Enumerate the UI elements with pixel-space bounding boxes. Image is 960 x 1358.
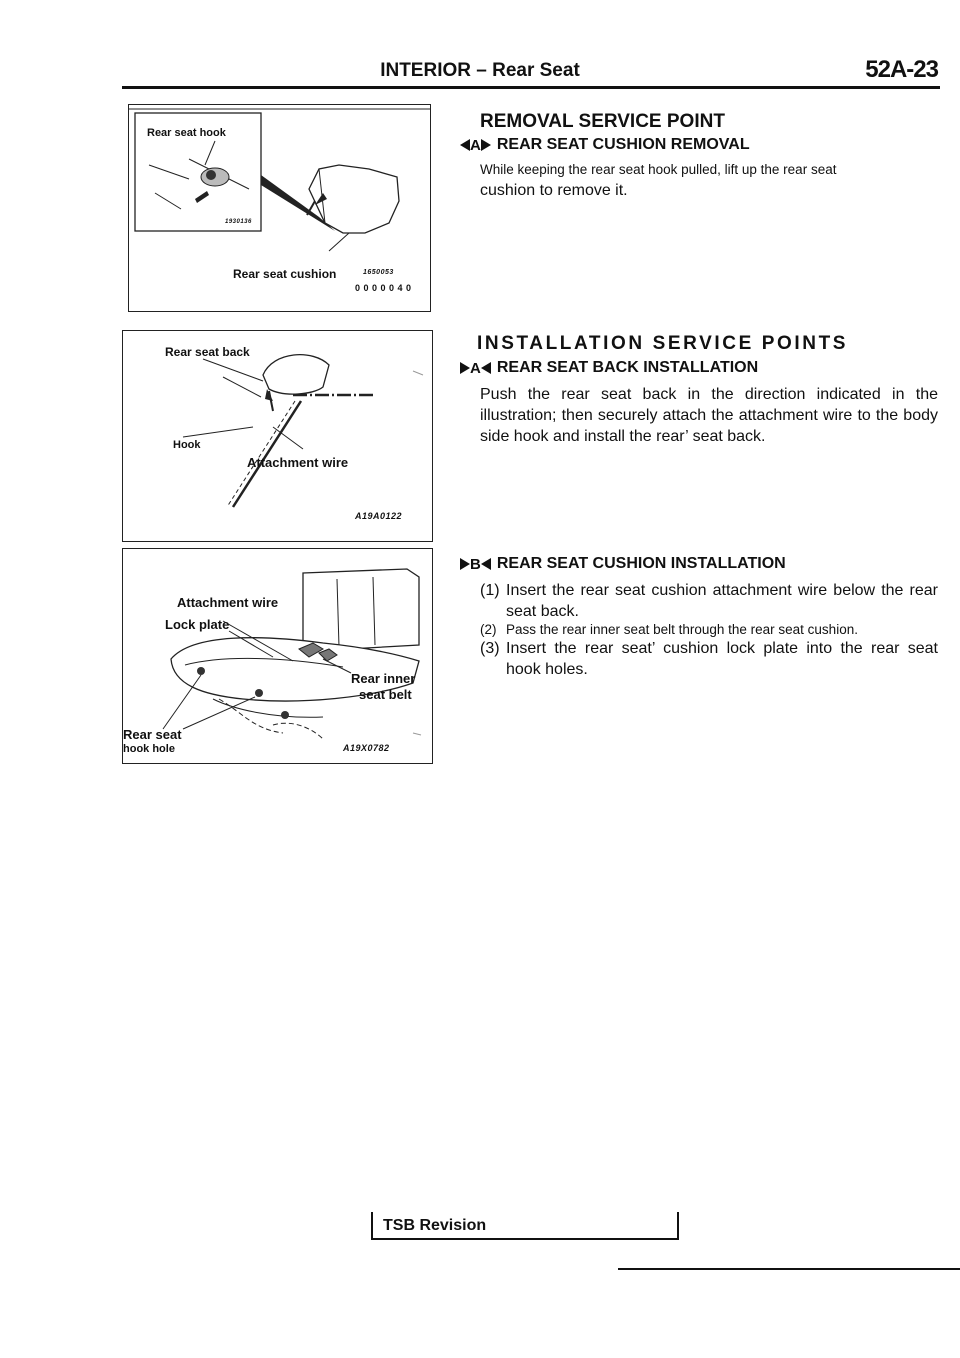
label-hook-hole: hook hole (123, 743, 175, 755)
removal-text-line-1: While keeping the rear seat hook pulled, lift up the rear seat (480, 162, 837, 177)
label-rear-seat-back: Rear seat back (165, 345, 250, 359)
removal-step-tag (460, 137, 491, 154)
installation-step-b-letter: B (470, 555, 481, 573)
item-1-text: Insert the rear seat cushion attachment wire below the rear seat back. (506, 582, 938, 620)
installation-item-3 (480, 638, 938, 680)
installation-step-b-tag (460, 556, 491, 573)
removal-heading: REMOVAL SERVICE POINT (480, 111, 725, 132)
figure-rear-seat-back-drawing (123, 331, 432, 541)
figure-rear-seat-back (122, 330, 433, 542)
triangle-left-icon (481, 558, 491, 570)
removal-step-title (460, 136, 750, 154)
page-title: INTERIOR – Rear Seat (380, 60, 580, 81)
item-2-text: Pass the rear inner seat belt through the rear seat cushion. (506, 622, 858, 637)
removal-step-letter: A (470, 136, 481, 154)
code-inset: 1930136 (225, 219, 252, 225)
item-3-text: Insert the rear seat’ cushion lock plate into the rear seat hook holes. (506, 640, 938, 678)
triangle-right-icon (460, 362, 470, 374)
tsb-revision-box: TSB Revision (371, 1212, 679, 1240)
item-1-number: (1) (480, 582, 500, 599)
triangle-left-icon (481, 362, 491, 374)
installation-step-b-text: REAR SEAT CUSHION INSTALLATION (496, 555, 786, 572)
installation-step-b-title (460, 555, 786, 573)
label-rear-seat-hook: Rear seat hook (147, 127, 226, 139)
label-lock-plate: Lock plate (165, 617, 230, 632)
installation-step-a-tag (460, 360, 491, 377)
header-rule (122, 86, 940, 89)
figure-rear-seat-cushion (128, 104, 431, 312)
label-attachment-wire-2: Attachment wire (177, 595, 279, 610)
installation-step-a-body: Push the rear seat back in the direction indicated in the illustration; then securely attach the attachment wire to the body side hook and install the rear’ seat back. (480, 386, 938, 445)
installation-heading: INSTALLATION SERVICE POINTS (477, 333, 849, 354)
label-attachment-wire: Attachment wire (247, 455, 349, 470)
code-fig2: A19A0122 (355, 511, 403, 521)
triangle-left-icon (460, 139, 470, 151)
label-rear-inner: Rear inner (351, 671, 416, 686)
code-fig3: A19X0782 (343, 743, 390, 753)
installation-item-1 (480, 580, 938, 622)
installation-step-a-title (460, 359, 758, 377)
label-rear-seat: Rear seat (123, 727, 182, 742)
removal-step-text: REAR SEAT CUSHION REMOVAL (496, 136, 750, 153)
item-2-number: (2) (480, 622, 497, 637)
triangle-right-icon (481, 139, 491, 151)
triangle-right-icon (460, 558, 470, 570)
removal-text-line-2: cushion to remove it. (480, 182, 628, 199)
code-bottom: 0 0 0 0 0 4 0 (355, 283, 412, 293)
installation-item-2 (480, 620, 940, 640)
installation-step-a-text: REAR SEAT BACK INSTALLATION (496, 359, 759, 376)
footer-rule (618, 1268, 960, 1270)
label-seat-belt: seat belt (359, 687, 412, 702)
label-hook: Hook (173, 439, 201, 451)
figure-rear-seat-cushion-installation (122, 548, 433, 764)
item-3-number: (3) (480, 640, 500, 657)
installation-step-a-letter: A (470, 359, 481, 377)
page-number: 52A-23 (865, 56, 938, 83)
label-rear-seat-cushion: Rear seat cushion (233, 267, 337, 281)
code-main: 1650053 (363, 269, 394, 276)
